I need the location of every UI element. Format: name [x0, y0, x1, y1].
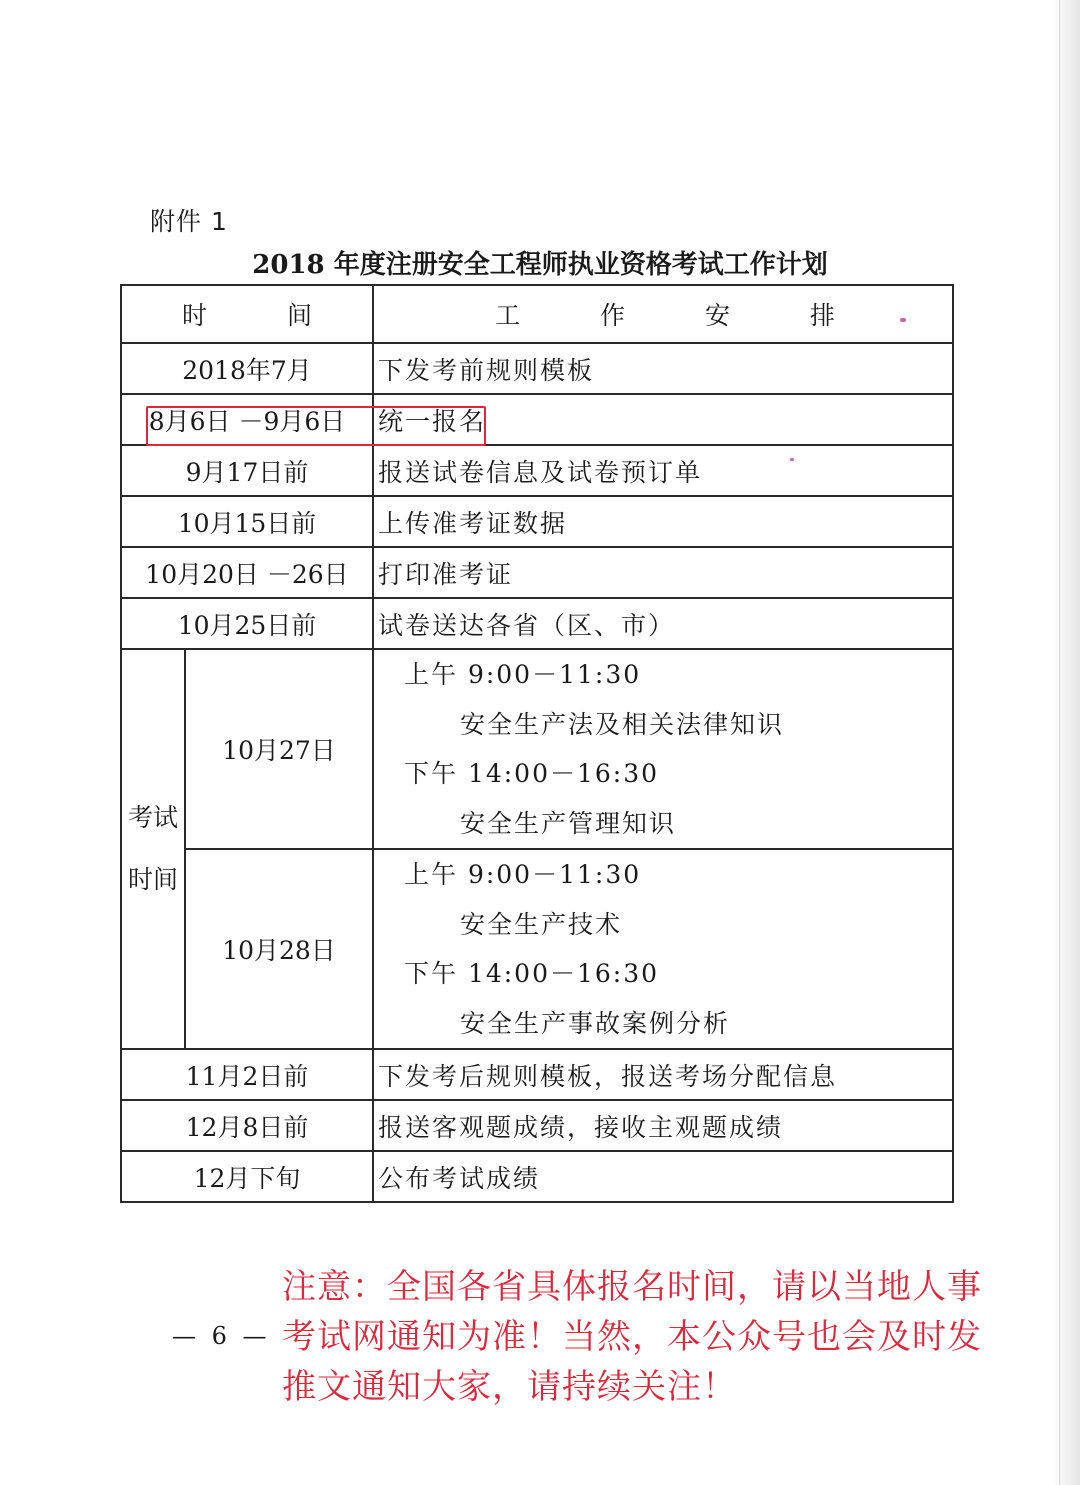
- red-notice: [282, 1262, 1042, 1412]
- row-work: 报送试卷信息及试卷预订单: [373, 445, 953, 496]
- attachment-label: 附件 1: [150, 207, 228, 236]
- row-time: 8月6日 －9月6日: [121, 394, 373, 445]
- registration-highlight-box: [146, 406, 486, 446]
- row-time: 11月2日前: [121, 1049, 373, 1100]
- row-work: 打印准考证: [373, 547, 953, 598]
- table-row: [121, 1151, 953, 1202]
- table-row: [121, 496, 953, 547]
- header-work: 工 作 安 排: [373, 285, 953, 343]
- document-title: 2018 年度注册安全工程师执业资格考试工作计划: [252, 250, 828, 280]
- table-row: [121, 343, 953, 394]
- table-row: [121, 547, 953, 598]
- exam-label-line2: 时间: [127, 865, 178, 894]
- exam-date: 10月27日: [185, 649, 373, 849]
- ink-speck: [790, 458, 794, 461]
- exam-row-day2: [121, 849, 953, 1049]
- row-time: 12月8日前: [121, 1100, 373, 1151]
- am-session-time: 上午 9:00－11:30: [404, 860, 642, 889]
- row-work: 统一报名: [373, 394, 953, 445]
- row-time: 2018年7月: [121, 343, 373, 394]
- row-work: 下发考前规则模板: [373, 343, 953, 394]
- header-time: 时 间: [121, 285, 373, 343]
- row-time: 10月20日 －26日: [121, 547, 373, 598]
- am-session-time: 上午 9:00－11:30: [404, 660, 642, 689]
- row-time: 10月15日前: [121, 496, 373, 547]
- pm-session-subject: 安全生产事故案例分析: [460, 1008, 731, 1038]
- row-time: 10月25日前: [121, 598, 373, 649]
- pm-session-subject: 安全生产管理知识: [460, 808, 677, 838]
- page-number: — 6 —: [172, 1322, 271, 1350]
- exam-time-label: [121, 649, 185, 1049]
- table-header-row: [121, 285, 953, 343]
- row-work: 下发考后规则模板，报送考场分配信息: [373, 1049, 953, 1100]
- row-work: 公布考试成绩: [373, 1151, 953, 1202]
- ink-speck: [900, 318, 906, 322]
- table-row: [121, 1049, 953, 1100]
- exam-sessions: [373, 649, 953, 849]
- am-session-subject: 安全生产法及相关法律知识: [460, 709, 785, 739]
- exam-row-day1: [121, 649, 953, 849]
- table-row: [121, 445, 953, 496]
- exam-date: 10月28日: [185, 849, 373, 1049]
- notice-line-1: 注意：全国各省具体报名时间，请以当地人事: [282, 1267, 982, 1307]
- page-edge-shadow: [1052, 0, 1080, 1485]
- page-edge-line: [1059, 0, 1060, 1485]
- row-work: 上传准考证数据: [373, 496, 953, 547]
- exam-sessions: [373, 849, 953, 1049]
- row-work: 报送客观题成绩，接收主观题成绩: [373, 1100, 953, 1151]
- am-session-subject: 安全生产技术: [460, 909, 623, 939]
- row-work: 试卷送达各省（区、市）: [373, 598, 953, 649]
- pm-session-time: 下午 14:00－16:30: [404, 959, 660, 988]
- exam-label-line1: 考试: [127, 803, 178, 832]
- table-row: [121, 598, 953, 649]
- notice-line-2: 考试网通知为准！当然，本公众号也会及时发: [282, 1317, 982, 1357]
- row-time: 9月17日前: [121, 445, 373, 496]
- row-time: 12月下旬: [121, 1151, 373, 1202]
- pm-session-time: 下午 14:00－16:30: [404, 759, 660, 788]
- notice-line-3: 推文通知大家，请持续关注！: [282, 1367, 737, 1407]
- table-row: [121, 1100, 953, 1151]
